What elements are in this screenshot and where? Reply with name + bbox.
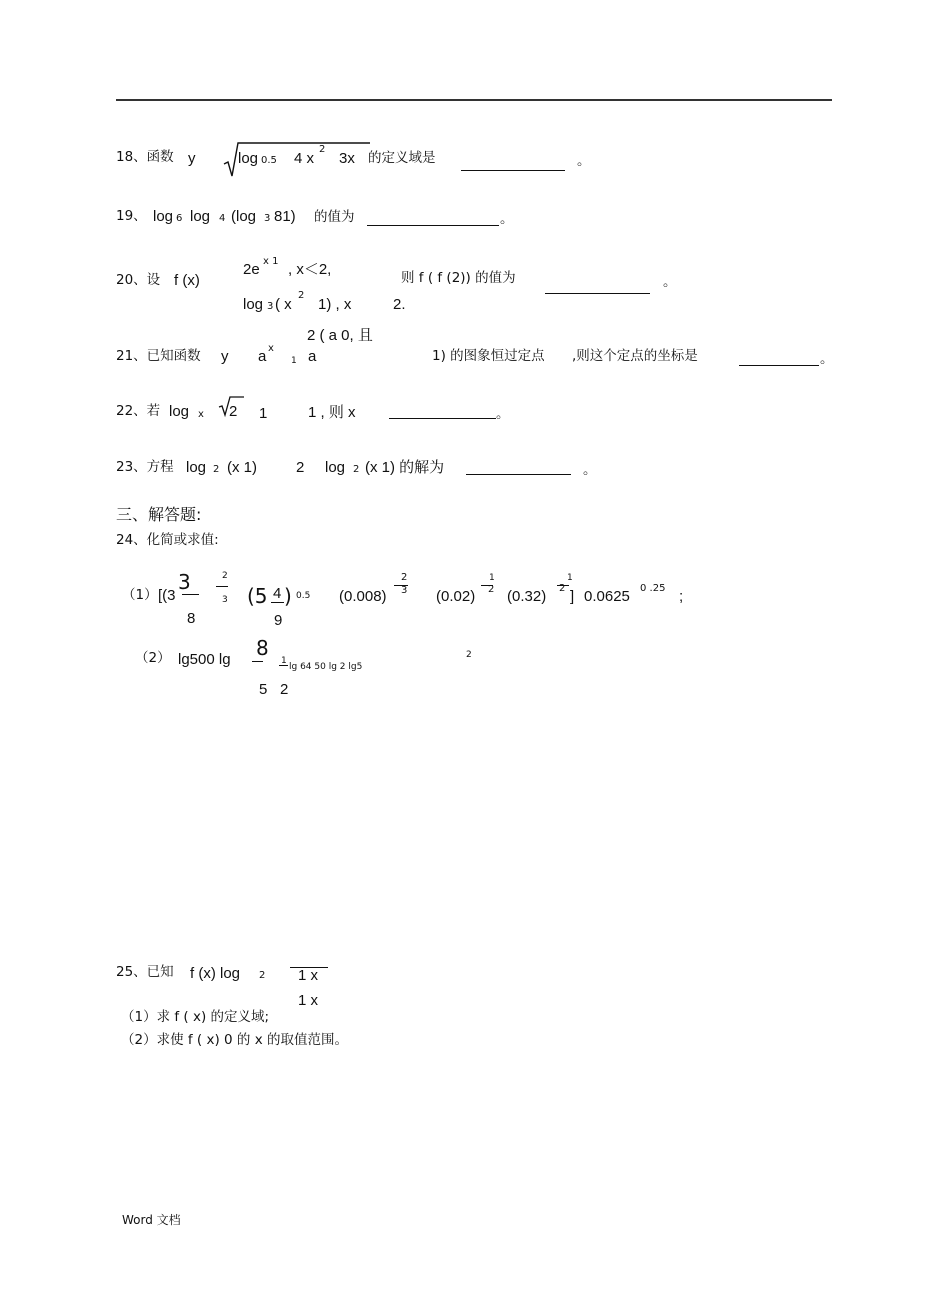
q24-p2-square: 2 — [466, 650, 472, 660]
q20-case1: 2e — [243, 261, 260, 278]
q25-base: 2 — [259, 970, 266, 981]
q24-p1-mixed: (5 — [247, 584, 268, 608]
q18-log: log — [238, 150, 259, 167]
q19-log4: log — [190, 208, 211, 225]
q21-sub: 1 — [291, 356, 297, 366]
q24-p2-frac-num: 8 — [256, 636, 269, 660]
q19-base3: 3 — [264, 213, 271, 224]
q24-p1-exp-den: 3 — [222, 595, 228, 605]
q24-p1-term2-exp-den: 2 — [488, 584, 495, 595]
q21-number: 21、已知函数 — [116, 348, 201, 364]
q19-end: 。 — [500, 211, 514, 227]
q22-answer-blank[interactable] — [389, 418, 496, 419]
q25-numerator: 1 x — [298, 967, 319, 984]
q20-case1-cond: , x＜2, — [288, 261, 332, 278]
q20-case2-base: 3 — [267, 301, 274, 312]
fraction-bar — [279, 665, 288, 666]
q18-number: 18、函数 — [116, 149, 174, 165]
q24-p1-semicolon: ; — [679, 588, 684, 605]
q20-case2-arg: ( x — [275, 296, 292, 313]
q20-number: 20、设 — [116, 272, 161, 288]
q24-p1-mixed-den: 9 — [274, 612, 283, 629]
q20-case1-exp: x 1 — [263, 256, 279, 267]
q24-p1-term3: (0.32) — [507, 588, 547, 605]
q21-end: 。 — [820, 351, 834, 367]
q25-part2: （2）求使 f ( x) 0 的 x 的取值范围。 — [121, 1032, 348, 1048]
q24-p2-label: （2） — [135, 650, 171, 666]
fraction-bar — [182, 594, 199, 595]
q21-tail: ,则这个定点的坐标是 — [572, 348, 698, 364]
q21-y: y — [221, 348, 229, 365]
q22-log: log — [169, 403, 190, 420]
q20-fx: f (x) — [174, 272, 200, 289]
q22-eq: 1 , 则 x — [308, 404, 356, 421]
q25-number: 25、已知 — [116, 964, 174, 980]
header-rule — [116, 99, 832, 101]
q24-p1-term4-exp: 0 .25 — [640, 583, 666, 594]
q19-base6: 6 — [176, 213, 183, 224]
q24-p1-mixed-close: ) — [284, 584, 292, 608]
q24-p1-term3-exp-num: 1 — [567, 573, 573, 583]
q25-part1: （1）求 f ( x) 的定义域; — [121, 1009, 270, 1025]
q24-p1-term4: 0.0625 — [584, 588, 630, 605]
q23-arg2: (x 1) 的解为 — [365, 459, 445, 476]
q21-answer-blank[interactable] — [739, 365, 819, 366]
q22-root: 2 — [229, 403, 238, 420]
q23-number: 23、方程 — [116, 459, 174, 475]
q24-p1-frac-den: 8 — [187, 610, 196, 627]
q23-answer-blank[interactable] — [466, 474, 571, 475]
q23-two: 2 — [296, 459, 305, 476]
q21-a: a — [258, 348, 267, 365]
q18-y: y — [188, 150, 196, 167]
exponent-bar — [216, 586, 228, 587]
q18-answer-blank[interactable] — [461, 170, 565, 171]
fraction-bar — [252, 661, 263, 662]
section-title: 三、解答题: — [116, 505, 202, 524]
fraction-bar — [271, 602, 284, 603]
q21-a2: a — [308, 348, 317, 365]
q20-case2-cond: 2. — [393, 296, 406, 313]
q21-condition: 2 ( a 0, 且 — [307, 327, 373, 344]
q23-base1: 2 — [213, 464, 220, 475]
q18-term: 3x — [339, 150, 355, 167]
q20-case2-rest: 1) , x — [318, 296, 352, 313]
q24-p1-term1-exp-num: 2 — [401, 572, 408, 583]
q24-p2-lg: lg500 lg — [178, 651, 231, 668]
q20-case2: log — [243, 296, 264, 313]
q24-p1-frac-num: 3 — [178, 570, 191, 594]
q19-paren: (log — [231, 208, 257, 225]
q22-end: 。 — [496, 406, 510, 422]
q24-p1-exp-num: 2 — [222, 571, 228, 581]
q25-denominator: 1 x — [298, 992, 319, 1009]
q21-close: 1) 的图象恒过定点 — [432, 348, 545, 364]
q24-p1-mixed-num: 4 — [273, 585, 282, 602]
q19-tail: 的值为 — [314, 209, 355, 225]
q21-a-exp: x — [268, 343, 274, 354]
q24-p2-half-den: 2 — [280, 681, 289, 698]
q18-tail: 的定义域是 — [368, 150, 436, 166]
q23-base2: 2 — [353, 464, 360, 475]
q23-arg1: (x 1) — [227, 459, 257, 476]
q20-case2-exp: 2 — [298, 290, 305, 301]
q19-log6: log — [153, 208, 174, 225]
q18-exponent: 2 — [319, 144, 326, 155]
q25-fx: f (x) log — [190, 965, 241, 982]
q19-base4: 4 — [219, 213, 226, 224]
q24-p1-term3-exp-den: 2 — [559, 583, 566, 594]
q24-p1-open: [(3 — [158, 587, 176, 604]
q20-answer-blank[interactable] — [545, 293, 650, 294]
q18-arg: 4 x — [294, 150, 315, 167]
q19-number: 19、 — [116, 208, 147, 224]
footer-text: Word 文档 — [122, 1213, 181, 1227]
q19-arg: 81) — [274, 208, 296, 225]
q23-log1: log — [186, 459, 207, 476]
q24-p2-rest: lg 64 50 lg 2 lg5 — [289, 662, 363, 672]
q18-end: 。 — [577, 153, 591, 169]
q24-p1-term1-exp-den: 3 — [401, 585, 408, 596]
q24-p1-term2: (0.02) — [436, 588, 476, 605]
q24-p1-term2-exp-num: 1 — [489, 573, 495, 583]
q22-base: x — [198, 409, 204, 420]
q24-p1-close: ] — [570, 588, 575, 605]
q23-log2: log — [325, 459, 346, 476]
q24-number: 24、化简或求值: — [116, 532, 219, 548]
q18-base: 0.5 — [261, 155, 277, 166]
q24-p2-frac-den: 5 — [259, 681, 268, 698]
q19-answer-blank[interactable] — [367, 225, 499, 226]
q20-then: 则 f ( f (2)) 的值为 — [401, 270, 516, 286]
q22-one: 1 — [259, 405, 268, 422]
q24-p1-label: （1） — [122, 587, 158, 603]
q22-number: 22、若 — [116, 403, 161, 419]
q24-p2-half-num: 1 — [281, 656, 287, 666]
q23-end: 。 — [583, 462, 597, 478]
q24-p1-term1: (0.008) — [339, 588, 387, 605]
q24-p1-exp05: 0.5 — [296, 591, 311, 601]
q20-end: 。 — [663, 274, 677, 290]
